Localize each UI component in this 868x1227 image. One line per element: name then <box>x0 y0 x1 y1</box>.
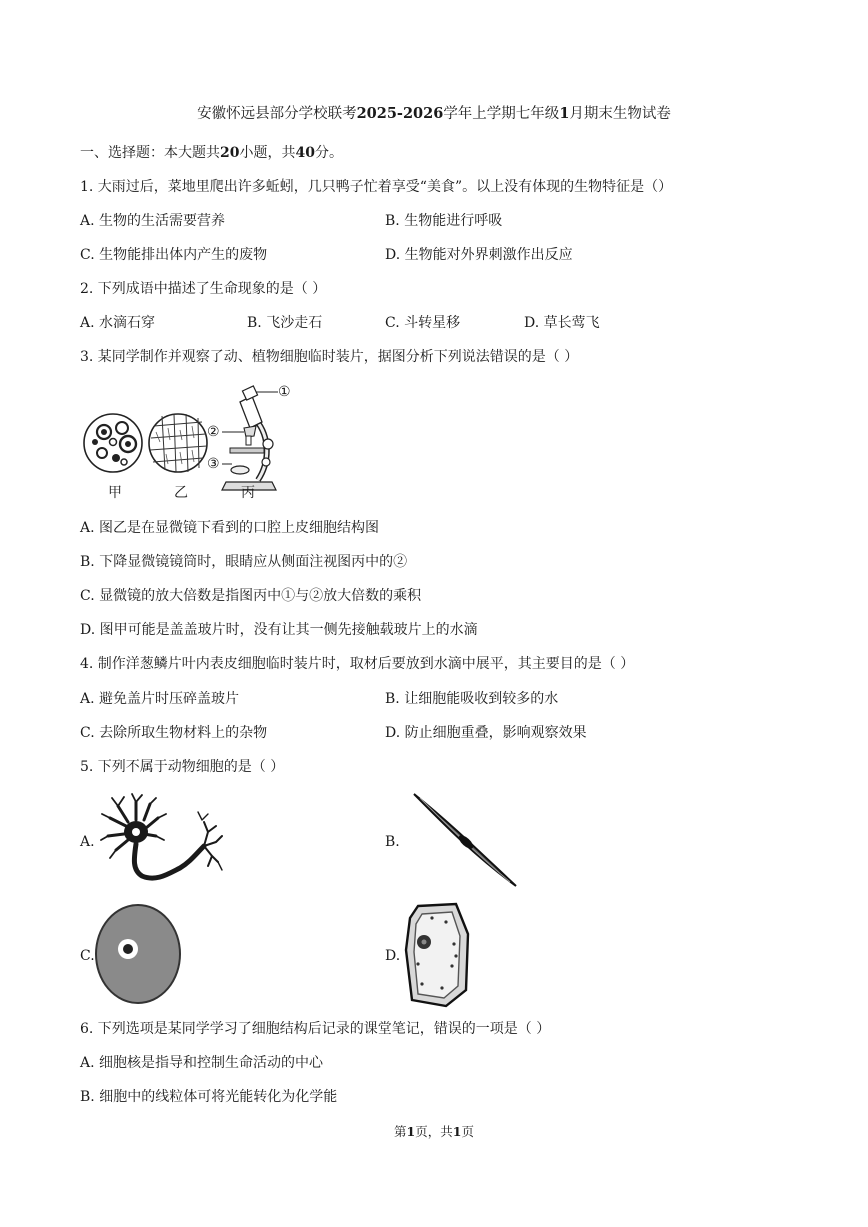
title-prefix: 安徽怀远县部分学校联考 <box>197 106 357 122</box>
question-2-option-c: C. 斗转星移 <box>385 315 461 331</box>
title-year: 2025-2026 <box>356 105 444 122</box>
footer-p2: 页，共 <box>415 1124 453 1139</box>
question-1-option-b: B. 生物能进行呼吸 <box>385 213 503 229</box>
question-3-option-b: B. 下降显微镜镜筒时，眼睛应从侧面注视图丙中的② <box>80 554 408 570</box>
question-4-option-c: C. 去除所取生物材料上的杂物 <box>80 725 268 741</box>
plant-cell-image <box>402 900 472 1010</box>
marker-3: ③ <box>207 456 220 472</box>
title-suffix: 月期末生物试卷 <box>569 106 671 122</box>
question-2-option-b: B. 飞沙走石 <box>247 315 323 331</box>
question-1-option-d: D. 生物能对外界刺激作出反应 <box>385 247 573 263</box>
marker-1: ① <box>278 384 291 400</box>
figure-jia-cells <box>84 414 142 472</box>
title-mid: 学年上学期七年级 <box>443 106 560 122</box>
question-4-option-d: D. 防止细胞重叠，影响观察效果 <box>385 725 587 741</box>
question-3-option-c: C. 显微镜的放大倍数是指图丙中①与②放大倍数的乘积 <box>80 588 422 604</box>
section-part3: 分。 <box>314 145 343 161</box>
question-6-option-a: A. 细胞核是指导和控制生命活动的中心 <box>80 1055 324 1071</box>
round-cell-image <box>94 903 182 1005</box>
question-5-option-d-label: D. <box>385 948 401 964</box>
section-count: 20 <box>220 145 240 161</box>
question-1-option-a: A. 生物的生活需要营养 <box>80 213 226 229</box>
question-2-stem: 2. 下列成语中描述了生命现象的是（ ） <box>80 281 327 297</box>
figure-label-jia: 甲 <box>108 485 122 501</box>
figure-yi-cells <box>149 414 207 472</box>
question-2-option-a: A. 水滴石穿 <box>80 315 156 331</box>
marker-2: ② <box>207 424 220 440</box>
question-4-option-a: A. 避免盖片时压碎盖玻片 <box>80 691 240 707</box>
footer-page: 1 <box>406 1124 416 1139</box>
spindle-cell-icon <box>410 790 520 890</box>
footer-total: 1 <box>452 1124 462 1139</box>
question-6-option-b: B. 细胞中的线粒体可将光能转化为化学能 <box>80 1089 338 1105</box>
question-5-option-c-label: C. <box>80 948 95 964</box>
question-3-stem: 3. 某同学制作并观察了动、植物细胞临时装片，据图分析下列说法错误的是（ ） <box>80 349 579 365</box>
title-month: 1 <box>559 105 570 122</box>
neuron-icon <box>98 792 223 888</box>
question-2-option-d: D. 草长莺飞 <box>524 315 600 331</box>
question-1-stem: 1. 大雨过后，菜地里爬出许多蚯蚓，几只鸭子忙着享受“美食”。以上没有体现的生物特征是（） <box>80 179 673 195</box>
question-1-option-c: C. 生物能排出体内产生的废物 <box>80 247 268 263</box>
question-6-stem: 6. 下列选项是某同学学习了细胞结构后记录的课堂笔记，错误的一项是（ ） <box>80 1021 551 1037</box>
question-4-stem: 4. 制作洋葱鳞片叶内表皮细胞临时装片时，取材后要放到水滴中展平，其主要目的是（ ） <box>80 656 635 672</box>
figure-label-yi: 乙 <box>174 485 188 501</box>
smooth-muscle-cell-image <box>410 790 520 890</box>
footer-p3: 页 <box>461 1124 474 1139</box>
page-footer <box>0 1123 868 1141</box>
figure-bing-microscope <box>222 386 278 490</box>
round-cell-icon <box>94 903 182 1005</box>
section-part2: 小题，共 <box>239 145 296 161</box>
section-part1: 一、选择题：本大题共 <box>80 145 220 161</box>
question-5-option-a-label: A. <box>80 834 95 850</box>
question-3-option-a: A. 图乙是在显微镜下看到的口腔上皮细胞结构图 <box>80 520 380 536</box>
neuron-image <box>98 792 223 888</box>
question-5-stem: 5. 下列不属于动物细胞的是（ ） <box>80 759 285 775</box>
question-3-figure <box>80 382 310 508</box>
section-heading <box>80 143 343 163</box>
question-5-option-b-label: B. <box>385 834 400 850</box>
question-4-option-b: B. 让细胞能吸收到较多的水 <box>385 691 559 707</box>
footer-p1: 第 <box>394 1124 407 1139</box>
figure-label-bing: 丙 <box>241 485 255 501</box>
question-3-option-d: D. 图甲可能是盖盖玻片时，没有让其一侧先接触载玻片上的水滴 <box>80 622 478 638</box>
exam-title <box>0 104 868 124</box>
plant-cell-icon <box>402 900 472 1010</box>
section-score: 40 <box>295 145 315 161</box>
